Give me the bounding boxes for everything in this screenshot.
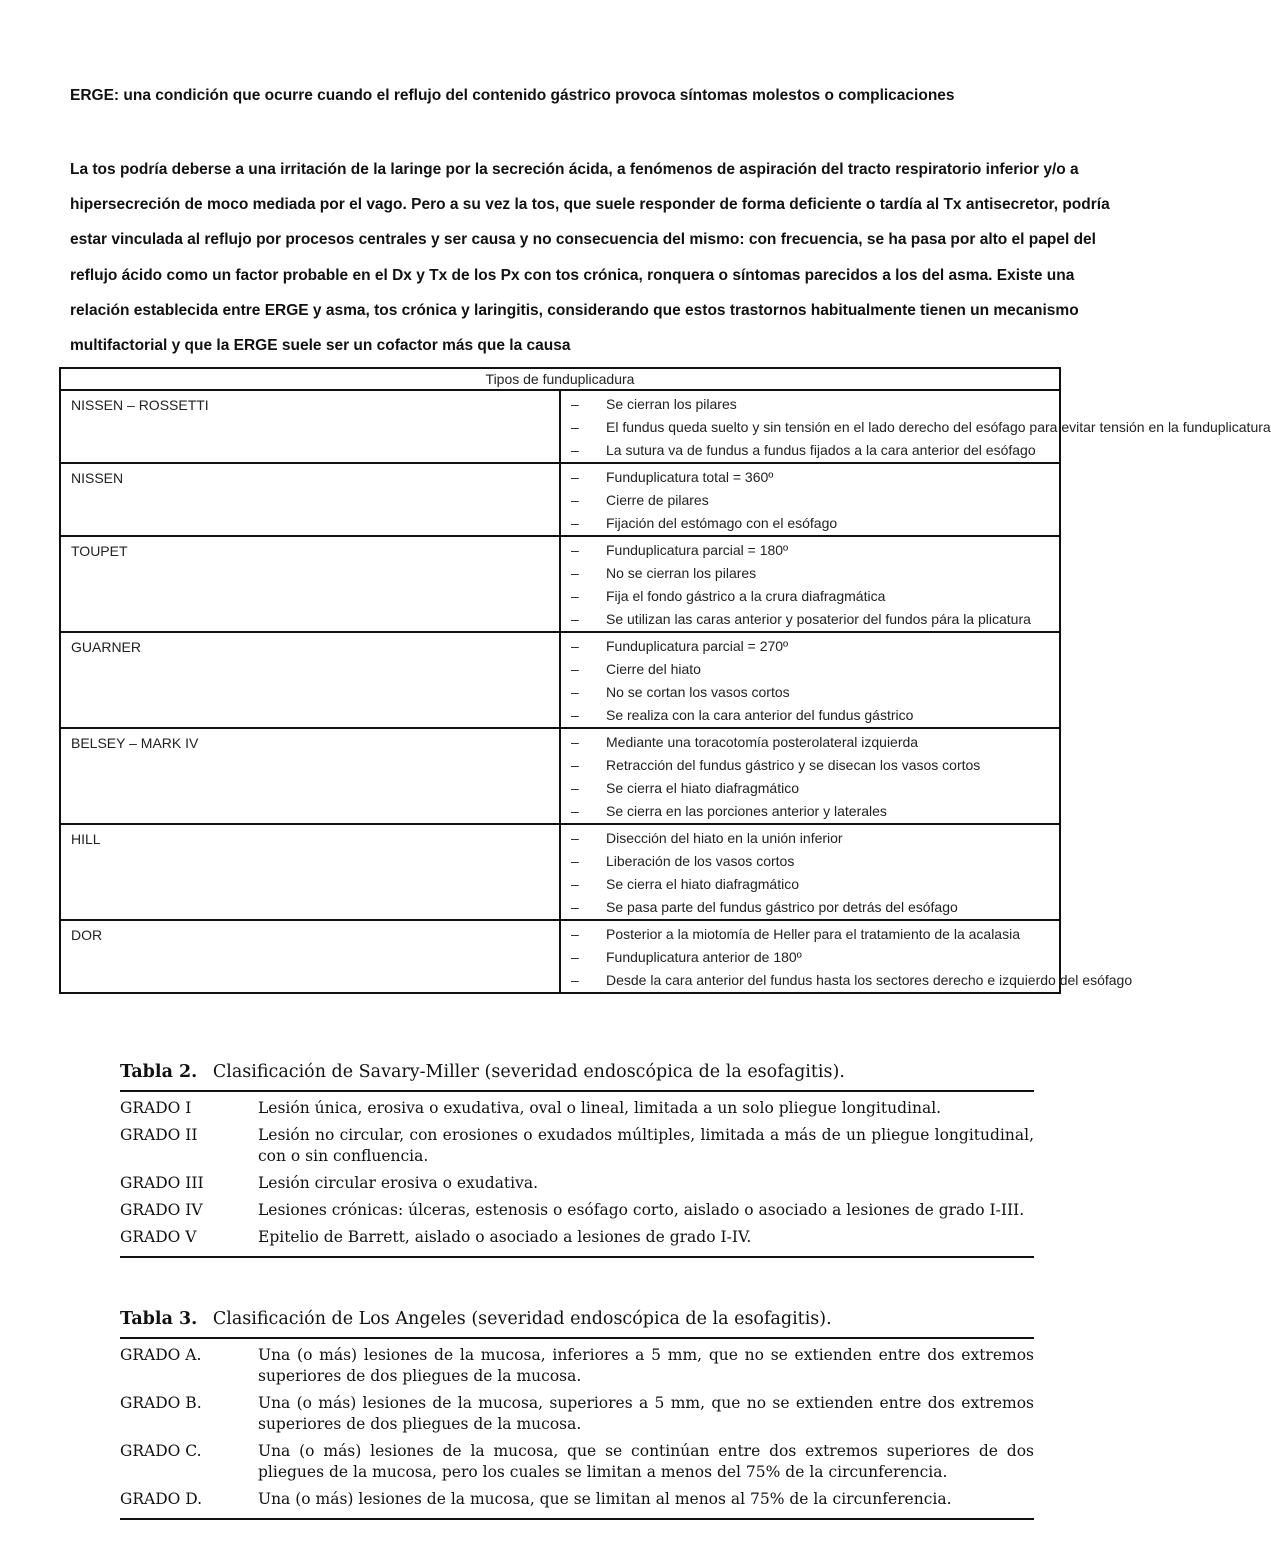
grade-label: GRADO V — [120, 1228, 197, 1246]
list-item: – Se utilizan las caras anterior y posaterior del fundos pára la plicatura — [561, 608, 1059, 631]
grade-description: Lesiones crónicas: úlceras, estenosis o esófago corto, aislado o asociado a lesiones de grado I-III. — [258, 1201, 1025, 1219]
table-row — [60, 463, 1060, 536]
table-caption — [120, 1062, 1034, 1082]
list-item: – Se cierran los pilares — [561, 393, 1059, 416]
table-row — [120, 1441, 1034, 1483]
table-row — [60, 536, 1060, 632]
list-item: – Fija el fondo gástrico a la crura diafragmática — [561, 585, 1059, 608]
list-item: – Disección del hiato en la unión inferior — [561, 827, 1059, 850]
fundoplication-table-title: Tipos de funduplicadura — [60, 368, 1060, 390]
table-row — [60, 920, 1060, 993]
list-item: – Se realiza con la cara anterior del fundus gástrico — [561, 704, 1059, 727]
table-row — [60, 824, 1060, 920]
table-caption — [120, 1309, 1034, 1329]
list-item: – Mediante una toracotomía posterolateral izquierda — [561, 731, 1059, 754]
table-row — [60, 390, 1060, 463]
technique-name: NISSEN – ROSSETTI — [60, 390, 560, 463]
erge-definition: ERGE: una condición que ocurre cuando el reflujo del contenido gástrico provoca síntomas molestos o complicaciones — [70, 87, 955, 104]
grade-label: GRADO D. — [120, 1490, 203, 1508]
list-item: – Se cierra el hiato diafragmático — [561, 873, 1059, 896]
cough-paragraph: La tos podría deberse a una irritación de la laringe por la secreción ácida, a fenómenos de aspiración del tracto respiratorio inferior y/o a hipersecreción de moco mediada por el vago. Pero a su vez la tos, que suele responder de forma deficiente o tardía al Tx antisecretor, podría estar vinculada al reflujo por procesos centrales y ser causa y no consecuencia del mismo: con frecuencia, se ha pasa por alto el papel del reflujo ácido como un factor probable en el Dx y Tx de los Px con tos crónica, ronquera o síntomas parecidos a los del asma. Existe una relación establecida entre ERGE y asma, tos crónica y laringitis, considerando que estos trastornos habitualmente tienen un mecanismo multifactorial y que la ERGE suele ser un cofactor más que la causa — [70, 161, 1110, 355]
grade-description: Lesión única, erosiva o exudativa, oval o lineal, limitada a un solo pliegue longitudinal. — [258, 1099, 942, 1117]
list-item: – Retracción del fundus gástrico y se disecan los vasos cortos — [561, 754, 1059, 777]
list-item: – Funduplicatura total = 360º — [561, 466, 1059, 489]
list-item: – Se cierra en las porciones anterior y laterales — [561, 800, 1059, 823]
technique-name: HILL — [60, 824, 560, 920]
grade-label: GRADO A. — [120, 1346, 202, 1364]
grade-description: Una (o más) lesiones de la mucosa, que se continúan entre dos extremos superiores de dos pliegues de la mucosa, pero los cuales se limitan a menos del 75% de la circunferencia. — [258, 1442, 1034, 1481]
list-item: – No se cortan los vasos cortos — [561, 681, 1059, 704]
list-item: – La sutura va de fundus a fundus fijados a la cara anterior del esófago — [561, 439, 1059, 462]
grade-label: GRADO II — [120, 1126, 198, 1144]
table-label: Tabla 2. — [120, 1062, 198, 1082]
list-item: – Cierre de pilares — [561, 489, 1059, 512]
table-label: Tabla 3. — [120, 1309, 198, 1329]
list-item: – Fijación del estómago con el esófago — [561, 512, 1059, 535]
table-row — [120, 1200, 1034, 1221]
list-item: – Se cierra el hiato diafragmático — [561, 777, 1059, 800]
grade-description: Una (o más) lesiones de la mucosa, que se limitan al menos al 75% de la circunferencia. — [258, 1490, 952, 1508]
list-item: – Posterior a la miotomía de Heller para el tratamiento de la acalasia — [561, 923, 1059, 946]
technique-name: TOUPET — [60, 536, 560, 632]
grade-label: GRADO III — [120, 1174, 204, 1192]
grade-label: GRADO C. — [120, 1442, 202, 1460]
table-row — [120, 1393, 1034, 1435]
table-row — [120, 1098, 1034, 1119]
technique-name: DOR — [60, 920, 560, 993]
table-row — [60, 728, 1060, 824]
grade-label: GRADO I — [120, 1099, 192, 1117]
technique-name: BELSEY – MARK IV — [60, 728, 560, 824]
technique-name: NISSEN — [60, 463, 560, 536]
table-row — [120, 1227, 1034, 1248]
list-item: – Cierre del hiato — [561, 658, 1059, 681]
list-item: – El fundus queda suelto y sin tensión en el lado derecho del esófago para evitar tensión en la funduplicatura — [561, 416, 1059, 439]
los-angeles-table — [120, 1309, 1034, 1520]
list-item: – Funduplicatura parcial = 270º — [561, 635, 1059, 658]
grade-description: Una (o más) lesiones de la mucosa, inferiores a 5 mm, que no se extienden entre dos extremos superiores de dos pliegues de la mucosa. — [258, 1346, 1034, 1385]
table-row — [120, 1173, 1034, 1194]
grade-description: Epitelio de Barrett, aislado o asociado a lesiones de grado I-IV. — [258, 1228, 752, 1246]
table-caption-text: Clasificación de Savary-Miller (severidad endoscópica de la esofagitis). — [212, 1062, 845, 1082]
list-item: – Funduplicatura parcial = 180º — [561, 539, 1059, 562]
list-item: – Se pasa parte del fundus gástrico por detrás del esófago — [561, 896, 1059, 919]
fundoplication-table — [59, 367, 1271, 994]
list-item: – Desde la cara anterior del fundus hasta los sectores derecho e izquierdo del esófago — [561, 969, 1059, 992]
table-row — [60, 632, 1060, 728]
table-row — [120, 1489, 1034, 1510]
grade-label: GRADO IV — [120, 1201, 203, 1219]
grade-description: Una (o más) lesiones de la mucosa, superiores a 5 mm, que no se extienden entre dos extremos superiores de dos pliegues de la mucosa. — [258, 1394, 1034, 1433]
list-item: – Liberación de los vasos cortos — [561, 850, 1059, 873]
table-caption-text: Clasificación de Los Angeles (severidad endoscópica de la esofagitis). — [212, 1309, 832, 1329]
savary-miller-table — [120, 1062, 1034, 1258]
technique-name: GUARNER — [60, 632, 560, 728]
grade-label: GRADO B. — [120, 1394, 202, 1412]
table-row — [120, 1345, 1034, 1387]
list-item: – Funduplicatura anterior de 180º — [561, 946, 1059, 969]
list-item: – No se cierran los pilares — [561, 562, 1059, 585]
grade-description: Lesión circular erosiva o exudativa. — [258, 1174, 539, 1192]
table-row — [120, 1125, 1034, 1167]
grade-description: Lesión no circular, con erosiones o exudados múltiples, limitada a más de un pliegue longitudinal, con o sin confluencia. — [258, 1126, 1034, 1165]
